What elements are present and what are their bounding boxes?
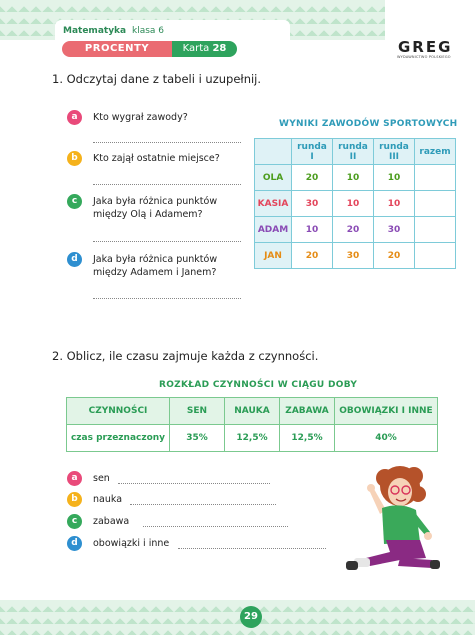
cell-jan-r3: 20 — [374, 243, 415, 269]
grade-label: klasa 6 — [132, 26, 165, 36]
row-name-adam: ADAM — [255, 217, 292, 243]
rozklad-header-czynnosci: CZYNNOŚCI — [67, 398, 170, 425]
question-d-line2: między Adamem i Janem? — [93, 266, 217, 278]
cell-ola-total[interactable] — [415, 165, 456, 191]
bottom-pattern-band — [0, 600, 475, 635]
card-label: Karta — [182, 43, 210, 54]
question-a — [93, 112, 188, 125]
table-row — [255, 243, 456, 269]
answer-label-obowiazki: obowiązki i inne — [93, 538, 170, 549]
rozklad-value-sen: 35% — [170, 425, 225, 452]
answer-badge-d: d — [67, 536, 82, 551]
table-row — [255, 191, 456, 217]
rozklad-value-nauka: 12,5% — [225, 425, 280, 452]
badge-c: c — [67, 194, 82, 209]
rozklad-value-zabawa: 12,5% — [280, 425, 335, 452]
answer-line-sen[interactable] — [118, 483, 270, 484]
answer-line-c[interactable] — [93, 241, 241, 242]
header-runda-2-word: runda — [338, 141, 368, 152]
question-d — [93, 254, 217, 279]
results-table-title: WYNIKI ZAWODÓW SPORTOWYCH — [279, 119, 458, 129]
cell-ola-r2: 10 — [333, 165, 374, 191]
rozklad-header-zabawa: ZABAWA — [280, 398, 335, 425]
answer-line-obowiazki[interactable] — [178, 548, 326, 549]
answer-line-nauka[interactable] — [130, 504, 276, 505]
greg-logo: GREG — [398, 38, 453, 56]
cell-jan-r1: 20 — [292, 243, 333, 269]
cell-jan-r2: 30 — [333, 243, 374, 269]
header-razem-word: razem — [419, 146, 451, 157]
cell-jan-total[interactable] — [415, 243, 456, 269]
header-runda-3-word: runda — [379, 141, 409, 152]
table-row — [255, 165, 456, 191]
rozklad-header-nauka: NAUKA — [225, 398, 280, 425]
task1-title: 1. Odczytaj dane z tabeli i uzupełnij. — [52, 72, 262, 86]
greg-logo-subtitle: WYDAWNICTWO POLSKIEGO — [397, 55, 451, 59]
answer-badge-a: a — [67, 471, 82, 486]
answer-label-sen: sen — [93, 473, 110, 484]
results-corner-cell — [255, 139, 292, 165]
results-table — [254, 138, 456, 269]
question-a-text: Kto wygrał zawody? — [93, 112, 188, 123]
cell-kasia-r1: 30 — [292, 191, 333, 217]
answer-line-b[interactable] — [93, 184, 241, 185]
card-badge — [172, 41, 237, 57]
header-runda-2 — [333, 139, 374, 165]
rozklad-header-obowiazki: OBOWIĄZKI I INNE — [335, 398, 438, 425]
rozklad-value-obowiazki: 40% — [335, 425, 438, 452]
header-runda-3-num: III — [388, 151, 400, 162]
cell-ola-r3: 10 — [374, 165, 415, 191]
topic-banner: PROCENTY — [62, 41, 172, 57]
row-name-jan: JAN — [255, 243, 292, 269]
girl-illustration — [340, 462, 445, 580]
row-name-kasia: KASIA — [255, 191, 292, 217]
row-name-ola: OLA — [255, 165, 292, 191]
question-c — [93, 196, 217, 221]
answer-line-a[interactable] — [93, 142, 241, 143]
page-number: 29 — [240, 606, 262, 628]
cell-kasia-r3: 10 — [374, 191, 415, 217]
answer-badge-c: c — [67, 514, 82, 529]
card-number: 28 — [212, 43, 227, 54]
cell-ola-r1: 20 — [292, 165, 333, 191]
answer-line-d[interactable] — [93, 298, 241, 299]
question-b-text: Kto zajął ostatnie miejsce? — [93, 153, 220, 164]
rozklad-table — [66, 397, 438, 452]
header-runda-2-num: II — [349, 151, 357, 162]
question-c-line2: między Olą i Adamem? — [93, 208, 203, 220]
badge-d: d — [67, 252, 82, 267]
subject-label: Matematyka — [63, 26, 127, 36]
question-c-line1: Jaka była różnica punktów — [93, 196, 218, 207]
answer-line-zabawa[interactable] — [143, 526, 288, 527]
task2-title: 2. Oblicz, ile czasu zajmuje każda z czynności. — [52, 349, 319, 363]
answer-badge-b: b — [67, 492, 82, 507]
badge-a: a — [67, 110, 82, 125]
cell-kasia-r2: 10 — [333, 191, 374, 217]
question-b — [93, 153, 220, 166]
rozklad-row-label: czas przeznaczony — [67, 425, 170, 452]
answer-label-zabawa: zabawa — [93, 516, 130, 527]
badge-b: b — [67, 151, 82, 166]
table-row — [255, 217, 456, 243]
header-runda-1-num: I — [310, 151, 314, 162]
header-runda-1 — [292, 139, 333, 165]
header-razem — [415, 139, 456, 165]
rozklad-header-sen: SEN — [170, 398, 225, 425]
answer-label-nauka: nauka — [93, 494, 123, 505]
cell-kasia-total[interactable] — [415, 191, 456, 217]
header-runda-3 — [374, 139, 415, 165]
header-runda-1-word: runda — [297, 141, 327, 152]
question-d-line1: Jaka była różnica punktów — [93, 254, 218, 265]
cell-adam-total[interactable] — [415, 217, 456, 243]
cell-adam-r2: 20 — [333, 217, 374, 243]
rozklad-table-title: ROZKŁAD CZYNNOŚCI W CIĄGU DOBY — [159, 380, 358, 390]
cell-adam-r1: 10 — [292, 217, 333, 243]
cell-adam-r3: 30 — [374, 217, 415, 243]
